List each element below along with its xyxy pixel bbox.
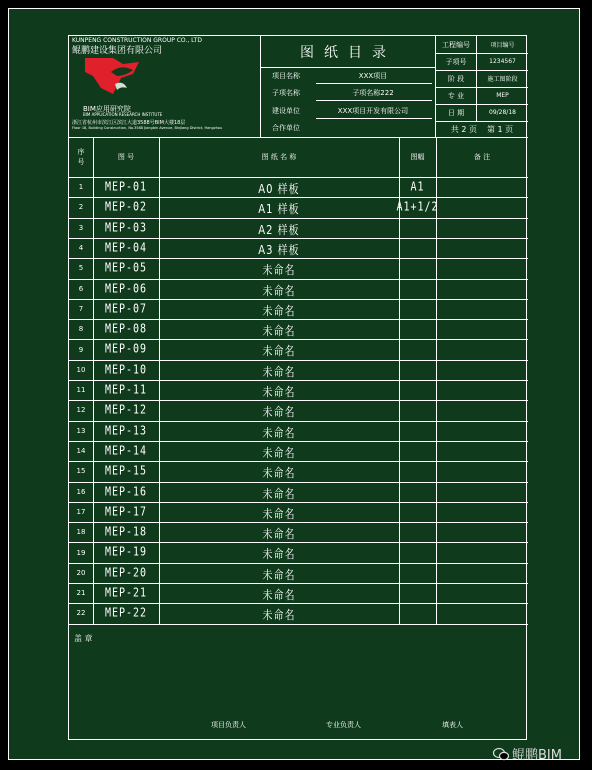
row-name: 未命名 <box>262 304 296 318</box>
meta-value: MEP <box>496 92 509 99</box>
project-info-label: 项目名称 <box>272 71 300 80</box>
row-size: A1+1/2 <box>396 200 439 215</box>
row-code: MEP-06 <box>104 282 148 296</box>
table-header-note: 备 注 <box>473 153 491 161</box>
row-seq: 19 <box>76 548 86 557</box>
row-name: 未命名 <box>262 446 296 461</box>
project-info-label: 建设单位 <box>272 106 300 115</box>
company-logo-icon <box>83 54 145 98</box>
project-info-label: 子项名称 <box>272 89 300 98</box>
meta-label: 工程编号 <box>442 40 470 49</box>
row-name: 未命名 <box>262 325 296 339</box>
wechat-icon <box>493 747 509 761</box>
row-name: 未命名 <box>262 264 296 278</box>
row-seq: 18 <box>76 528 86 537</box>
row-code: MEP-20 <box>104 566 148 580</box>
row-name: 未命名 <box>262 406 296 420</box>
row-seq: 21 <box>76 589 86 598</box>
row-seq: 13 <box>76 426 86 435</box>
meta-value: 1234567 <box>489 58 516 65</box>
row-seq: 8 <box>78 325 84 334</box>
row-code: MEP-15 <box>104 464 148 478</box>
page-count <box>436 122 528 137</box>
row-code: MEP-18 <box>104 525 148 539</box>
project-info-label: 合作单位 <box>272 124 300 133</box>
row-code: MEP-05 <box>104 261 148 275</box>
page-title: 图纸目录 <box>300 44 396 61</box>
row-size: A1 <box>410 180 425 194</box>
row-code: MEP-04 <box>104 241 148 255</box>
meta-label: 阶 段 <box>447 74 465 83</box>
row-name: 未命名 <box>262 345 296 359</box>
row-seq: 22 <box>76 609 86 618</box>
company-name-en: KUNPENG CONSTRUCTION GROUP CO., LTD <box>72 37 202 44</box>
row-code: MEP-02 <box>104 200 148 215</box>
row-name: 未命名 <box>262 548 296 562</box>
row-code: MEP-21 <box>104 586 148 600</box>
company-address-en: Floor 18, Building Construction, No.3588 Jiangbin Avenue, Binjiang District, Hangzhou <box>72 126 223 130</box>
drawing-catalog-sheet <box>68 35 527 740</box>
meta-value: 09/28/18 <box>489 109 516 116</box>
row-size <box>399 601 436 625</box>
company-name-cn: 鲲鹏建设集团有限公司 <box>72 46 163 56</box>
table-header-size: 图幅 <box>410 153 425 161</box>
company-address-cn: 浙江省杭州市滨江区滨江大道3588号BIM大楼18层 <box>72 120 186 126</box>
row-name: 未命名 <box>262 385 296 400</box>
table-header-seq: 序号 <box>77 148 85 166</box>
project-info-value <box>311 120 435 138</box>
row-name: A3 样板 <box>258 243 300 258</box>
row-name: 未命名 <box>262 588 296 603</box>
row-code: MEP-16 <box>104 485 148 499</box>
stamp-label: 盖 章 <box>74 634 93 643</box>
row-code: MEP-10 <box>104 363 148 377</box>
lab-name-en: BIM APPLICATION RESEARCH INSTITUTE <box>83 112 163 117</box>
meta-label: 专 业 <box>447 91 465 100</box>
row-code: MEP-08 <box>104 322 148 336</box>
meta-value: 施工图阶段 <box>487 76 518 83</box>
row-code: MEP-11 <box>104 383 148 397</box>
row-seq: 20 <box>76 568 86 577</box>
table-header-name: 图 纸 名 称 <box>261 153 297 161</box>
row-name: 未命名 <box>262 467 296 481</box>
row-name: A0 样板 <box>258 182 300 197</box>
signature-project-leader: 项目负责人 <box>211 721 246 729</box>
meta-label: 子项号 <box>445 57 467 66</box>
meta-value: 项目编号 <box>490 42 515 49</box>
page-current: 第 1 页 <box>487 125 514 134</box>
row-code: MEP-07 <box>104 302 148 316</box>
row-seq: 16 <box>76 487 86 496</box>
row-name: 未命名 <box>262 487 296 501</box>
row-name: 未命名 <box>262 609 296 623</box>
project-info-value: 子项名称222 <box>352 89 394 98</box>
lab-name-cn: BIM应用研究院 <box>83 105 131 113</box>
row-code: MEP-03 <box>104 221 148 235</box>
row-code: MEP-19 <box>104 545 148 560</box>
row-code: MEP-13 <box>104 424 148 438</box>
signature-preparer: 填表人 <box>442 721 463 729</box>
project-info-value: XXX项目 <box>358 71 388 80</box>
row-code: MEP-17 <box>104 505 148 519</box>
row-name: 未命名 <box>262 507 296 521</box>
row-name: 未命名 <box>262 426 296 440</box>
row-code: MEP-14 <box>104 444 148 458</box>
row-name: 未命名 <box>262 568 296 582</box>
row-seq: 1 <box>78 183 84 192</box>
row-name: 未命名 <box>262 528 296 542</box>
row-code: MEP-22 <box>104 606 148 621</box>
watermark <box>493 744 562 763</box>
row-seq: 17 <box>76 507 86 516</box>
project-info-value: XXX项目开发有限公司 <box>337 106 409 115</box>
row-name: 未命名 <box>262 365 296 379</box>
row-code: MEP-09 <box>104 342 148 357</box>
row-seq: 12 <box>76 406 86 415</box>
row-seq: 9 <box>78 345 84 354</box>
row-name: A2 样板 <box>258 223 300 237</box>
page-total: 共 2 页 <box>450 125 477 134</box>
row-name: 未命名 <box>262 284 296 298</box>
row-seq: 15 <box>76 467 86 476</box>
row-seq: 2 <box>78 203 84 212</box>
row-code: MEP-01 <box>104 180 148 194</box>
row-seq: 3 <box>78 223 84 232</box>
row-seq: 7 <box>78 304 84 313</box>
row-seq: 4 <box>78 244 84 253</box>
row-seq: 6 <box>78 284 84 293</box>
meta-label: 日 期 <box>447 108 465 117</box>
watermark-text: 鲲鹏BIM <box>512 748 562 763</box>
row-seq: 5 <box>78 264 84 273</box>
row-code: MEP-12 <box>104 403 148 418</box>
table-header-code: 图 号 <box>117 153 135 161</box>
signature-discipline-leader: 专业负责人 <box>326 721 361 729</box>
row-seq: 11 <box>76 386 86 395</box>
row-name: A1 样板 <box>258 203 300 217</box>
row-seq: 10 <box>76 365 86 374</box>
row-seq: 14 <box>76 447 86 456</box>
